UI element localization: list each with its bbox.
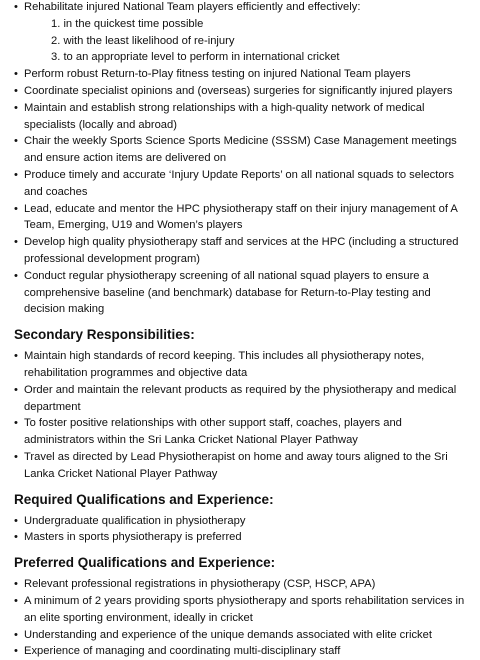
preferred-qualifications-list	[14, 576, 468, 660]
list-item: • Relevant professional registrations in physiotherapy (CSP, HSCP, APA)	[14, 576, 468, 593]
secondary-responsibilities-heading: Secondary Responsibilities:	[14, 327, 195, 343]
list-item: • Lead, educate and mentor the HPC physiotherapy staff on their injury management of A Team, Emerging, U19 and Women’s players	[14, 201, 468, 235]
required-qualifications-list	[14, 513, 468, 547]
list-item: • Chair the weekly Sports Science Sports Medicine (SSSM) Case Management meetings and ensure action items are delivered on	[14, 133, 468, 167]
numbered-sub-list	[24, 16, 468, 66]
required-qualifications-heading: Required Qualifications and Experience:	[14, 491, 274, 507]
list-item: • Coordinate specialist opinions and (overseas) surgeries for significantly injured players	[14, 83, 468, 100]
list-item: • Experience of managing and coordinating multi-disciplinary staff	[14, 643, 468, 660]
list-item: • Undergraduate qualification in physiotherapy	[14, 513, 468, 530]
sub-list-item: 2. with the least likelihood of re-injury	[51, 34, 235, 47]
list-item: • Understanding and experience of the unique demands associated with elite cricket	[14, 627, 468, 644]
primary-responsibilities-list	[14, 0, 468, 318]
list-item: • Maintain and establish strong relationships with a high-quality network of medical specialists (locally and abroad)	[14, 100, 468, 134]
sub-list-item: 3. to an appropriate level to perform in international cricket	[51, 51, 340, 64]
list-item: • A minimum of 2 years providing sports physiotherapy and sports rehabilitation services in an elite sporting environment, ideally in cricket	[14, 593, 468, 627]
list-item: • Masters in sports physiotherapy is preferred	[14, 529, 468, 546]
list-item: • Order and maintain the relevant products as required by the physiotherapy and medical department	[14, 382, 468, 416]
list-item: • Produce timely and accurate ‘Injury Update Reports’ on all national squads to selectors and coaches	[14, 167, 468, 201]
list-item: • Conduct regular physiotherapy screening of all national squad players to ensure a comprehensive baseline (and benchmark) database for Return-to-Play testing and decision making	[14, 268, 468, 318]
list-item: • Perform robust Return-to-Play fitness testing on injured National Team players	[14, 66, 468, 83]
preferred-qualifications-heading: Preferred Qualifications and Experience:	[14, 555, 276, 571]
list-item: • Develop high quality physiotherapy staff and services at the HPC (including a structured professional development program)	[14, 234, 468, 268]
secondary-responsibilities-list	[14, 348, 468, 482]
list-item: • Rehabilitate injured National Team players efficiently and effectively: 1. in the quickest time possible 2. with the least likelihood of re-injury 3. to an appropriate level to perform in international cricket	[14, 0, 468, 66]
sub-list-item: 1. in the quickest time possible	[51, 17, 204, 30]
list-item: • To foster positive relationships with other support staff, coaches, players and administrators within the Sri Lanka Cricket National Player Pathway	[14, 415, 468, 449]
list-item: • Maintain high standards of record keeping. This includes all physiotherapy notes, rehabilitation programmes and objective data	[14, 348, 468, 382]
list-item: • Travel as directed by Lead Physiotherapist on home and away tours aligned to the Sri Lanka Cricket National Player Pathway	[14, 449, 468, 483]
